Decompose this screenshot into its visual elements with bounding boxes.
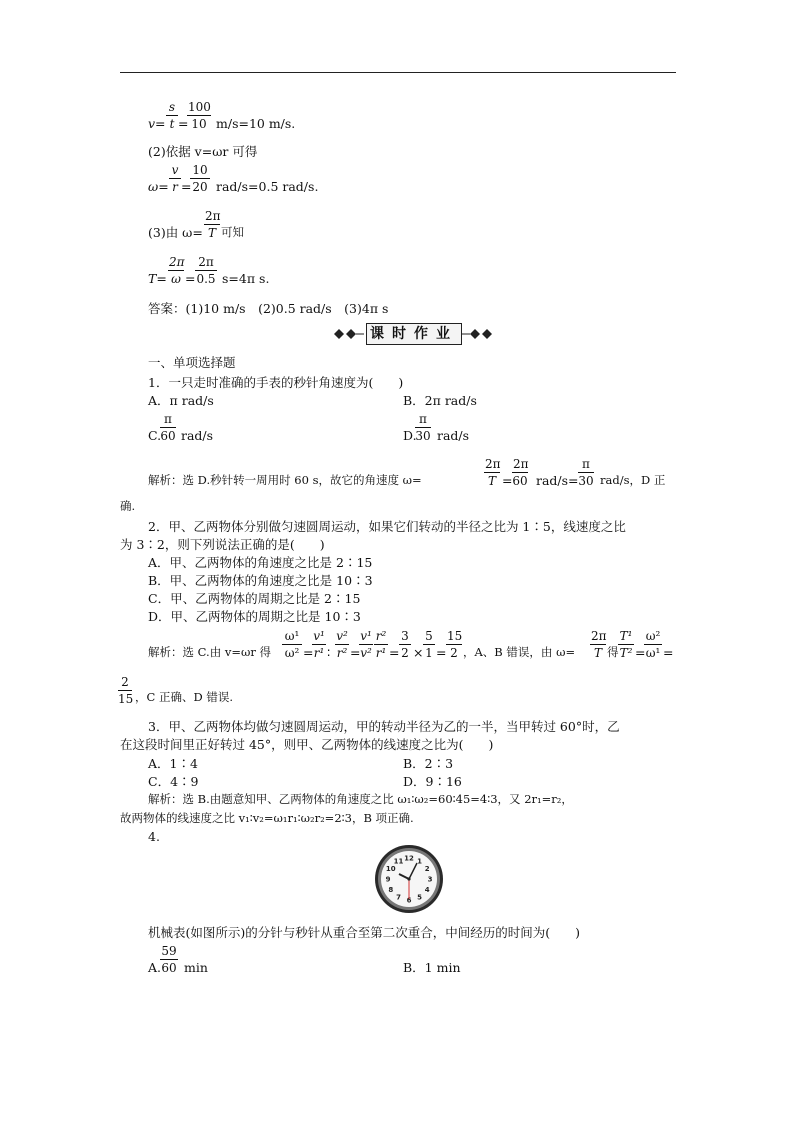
answer-line: 答案：(1)10 m/s (2)0.5 rad/s (3)4π s xyxy=(148,301,389,316)
eq-line-5-prefix: T= xyxy=(148,271,167,286)
diamond-ornament-icon xyxy=(462,323,498,345)
q4-stem: 机械表(如图所示)的分针与秒针从重合至第二次重合，中间经历的时间为( ) xyxy=(148,925,581,940)
fraction: $\frac{s}{t}$ xyxy=(166,101,178,131)
q2-solution-prefix: 解析：选 C.由 v=ωr 得 xyxy=(148,645,272,659)
q1-option-a: A．π rad/s xyxy=(148,393,214,408)
eq-line-3-suffix: rad/s=0.5 rad/s. xyxy=(216,179,319,194)
clock-numeral: 5 xyxy=(417,893,422,902)
q4-number: 4. xyxy=(148,829,160,844)
q2-stem-line-2: 为 3∶2，则下列说法正确的是( ) xyxy=(120,537,325,552)
q4-option-a-prefix: A. xyxy=(148,960,162,975)
eq-line-3-prefix: ω= xyxy=(148,179,169,194)
clock-numeral: 10 xyxy=(385,865,396,873)
q1-option-c-unit: rad/s xyxy=(181,428,214,443)
eq-line-5-suffix: s=4π s. xyxy=(222,271,270,286)
fraction: $\frac{3}{2}$ xyxy=(399,630,411,660)
q1-option-d-prefix: D. xyxy=(403,428,417,443)
q2-option-d: D．甲、乙两物体的周期之比是 10∶3 xyxy=(148,609,361,624)
q2-option-b: B．甲、乙两物体的角速度之比是 10∶3 xyxy=(148,573,373,588)
q1-option-d-unit: rad/s xyxy=(437,428,470,443)
q2-solution-tail: ，C 正确、D 错误. xyxy=(135,690,233,704)
q3-option-d: D．9∶16 xyxy=(403,774,462,789)
fraction: $\frac{\pi}{60}$ xyxy=(160,412,176,443)
clock-numeral: 2 xyxy=(424,865,430,873)
q1-option-c-prefix: C. xyxy=(148,428,162,443)
section-heading: 一、单项选择题 xyxy=(148,355,236,370)
q1-solution-prefix: 解析：选 D.秒针转一周用时 60 s，故它的角速度 ω= xyxy=(148,473,422,487)
clock-numeral: 8 xyxy=(388,886,394,894)
header-rule xyxy=(120,72,676,73)
clock-numeral: 3 xyxy=(427,875,433,884)
eq-line-2: (2)依据 v=ωr 可得 xyxy=(148,144,258,159)
fraction: $\frac{2\pi}{T}$ xyxy=(485,457,501,488)
fraction: $\frac{2}{15}$ xyxy=(118,675,134,706)
q4-option-b: B．1 min xyxy=(403,960,461,975)
fraction: $\frac{2\pi}{T}$ xyxy=(591,629,607,660)
q1-option-b: B．2π rad/s xyxy=(403,393,477,408)
q2-option-a: A．甲、乙两物体的角速度之比是 2∶15 xyxy=(148,555,373,570)
clock-image xyxy=(373,843,445,915)
q3-stem-line-1: 3．甲、乙两物体均做匀速圆周运动，甲的转动半径为乙的一半，当甲转过 60°时，乙 xyxy=(148,719,620,734)
fraction: $\frac{\pi}{30}$ xyxy=(415,412,431,443)
clock-numeral: 4 xyxy=(424,886,430,894)
q3-option-b: B．2∶3 xyxy=(403,756,454,771)
fraction: $\frac{2\pi}{0.5}$ xyxy=(196,255,216,286)
fraction: $\frac{15}{2}$ xyxy=(447,629,463,660)
fraction: $\frac{59}{60}$ xyxy=(161,944,177,975)
fraction: $\frac{\text{ω²}}{\text{ω¹}}$ xyxy=(645,629,661,660)
q4-option-a-unit: min xyxy=(184,960,208,975)
clock-numeral: 12 xyxy=(404,854,414,863)
diamond-ornament-icon xyxy=(328,323,364,345)
q1-solution-tail: 确. xyxy=(120,499,136,513)
clock-numeral: 6 xyxy=(406,896,412,905)
q3-stem-line-2: 在这段时间里正好转过 45°，则甲、乙两物体的线速度之比为( ) xyxy=(120,737,494,752)
fraction: $\frac{\text{v¹}}{\text{r¹}}$ xyxy=(313,629,325,660)
eq-line-4-suffix: 可知 xyxy=(221,225,244,239)
q3-option-a: A．1∶4 xyxy=(148,756,198,771)
eq-line-1-prefix: v= xyxy=(148,116,166,131)
fraction: $\frac{\text{ω¹}}{\text{ω²}}$ xyxy=(282,630,302,660)
clock-numeral: 11 xyxy=(393,857,404,866)
fraction: $\frac{\text{T¹}}{\text{T²}}$ xyxy=(619,629,633,660)
fraction: $\frac{v}{r}$ xyxy=(169,164,181,194)
q3-solution-line-1: 解析：选 B.由题意知甲、乙两物体的角速度之比 ω₁∶ω₂=60∶45=4∶3，又 2r₁=r₂， xyxy=(148,792,573,806)
fraction: $\frac{100}{10}$ xyxy=(188,100,211,131)
clock-numeral: 9 xyxy=(385,875,391,884)
fraction: $\frac{\pi}{30}$ xyxy=(578,457,594,488)
banner-title: 课时作业 xyxy=(366,323,462,345)
fraction: $\frac{2\pi}{\omega}$ xyxy=(169,255,185,286)
fraction: $\frac{5}{1}$ xyxy=(423,630,435,660)
fraction: $\frac{\text{v¹}}{\text{v²}}$ xyxy=(360,629,372,660)
q3-option-c: C．4∶9 xyxy=(148,774,199,789)
fraction: $\frac{\text{v²}}{\text{r²}}$ xyxy=(336,629,348,660)
q1-stem: 1．一只走时准确的手表的秒针角速度为( ) xyxy=(148,375,404,390)
clock-numeral: 1 xyxy=(417,857,422,866)
fraction: $\frac{10}{20}$ xyxy=(190,164,210,194)
eq-line-4-prefix: (3)由 ω= xyxy=(148,225,203,240)
clock-numeral: 7 xyxy=(396,893,401,902)
q3-solution-line-2: 故两物体的线速度之比 v₁∶v₂=ω₁r₁∶ω₂r₂=2∶3，B 项正确. xyxy=(120,811,414,825)
q2-stem-line-1: 2．甲、乙两物体分别做匀速圆周运动，如果它们转动的半径之比为 1∶5，线速度之比 xyxy=(148,519,626,534)
fraction: $\frac{2\pi}{T}$ xyxy=(205,209,221,240)
fraction: $\frac{\text{r²}}{\text{r¹}}$ xyxy=(375,629,387,660)
q2-option-c: C．甲、乙两物体的周期之比是 2∶15 xyxy=(148,591,361,606)
fraction: $\frac{2\pi}{60}$ xyxy=(512,457,529,488)
section-banner xyxy=(328,323,498,345)
eq-line-1-suffix: m/s=10 m/s. xyxy=(216,116,296,131)
